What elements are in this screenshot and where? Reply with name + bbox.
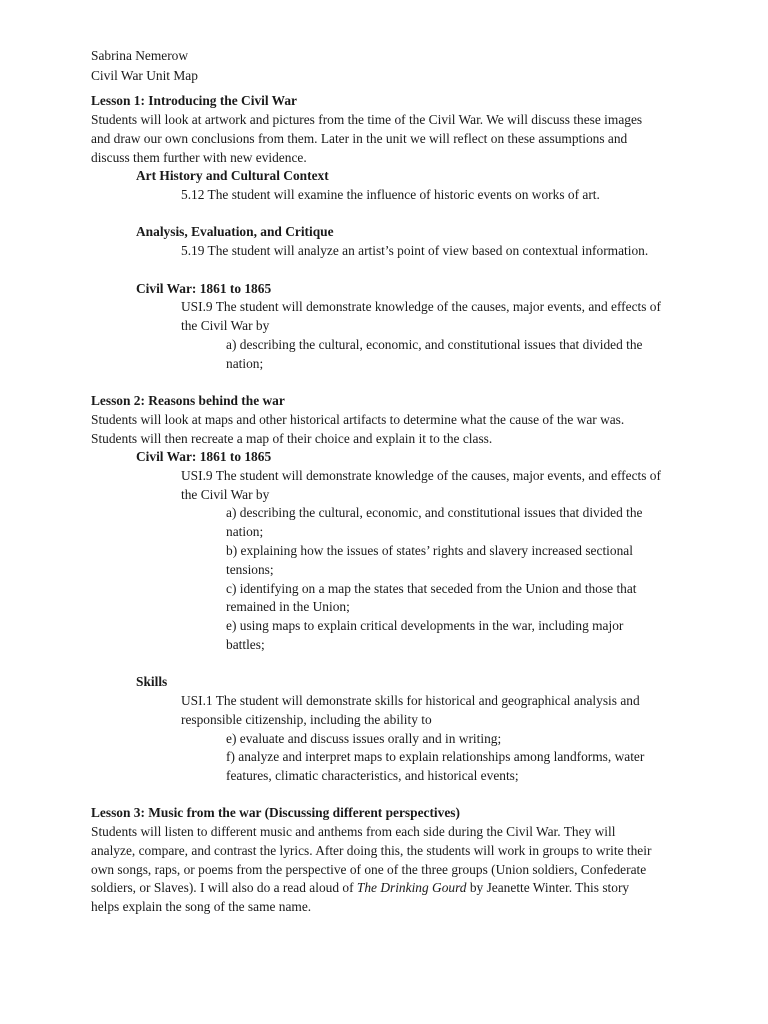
lesson-2-description-line: Students will then recreate a map of their choice and explain it to the class. [91, 431, 493, 446]
standard-heading-analysis: Analysis, Evaluation, and Critique [136, 224, 334, 239]
document-title: Civil War Unit Map [91, 68, 198, 83]
lesson-3-description-line: own songs, raps, or poems from the perspective of one of the three groups (Union soldiers, Confederate [91, 862, 647, 877]
substandard-e-line: e) using maps to explain critical developments in the war, including major [226, 618, 624, 633]
lesson-3-heading: Lesson 3: Music from the war (Discussing different perspectives) [91, 805, 460, 820]
standard-usi9-line: USI.9 The student will demonstrate knowledge of the causes, major events, and effects of [181, 468, 661, 483]
lesson-3-description-line [91, 879, 629, 897]
lesson-1-description-line: discuss them further with new evidence. [91, 150, 307, 165]
substandard-b-line: b) explaining how the issues of states’ rights and slavery increased sectional [226, 543, 633, 558]
substandard-f-line: f) analyze and interpret maps to explain relationships among landforms, water [226, 749, 645, 764]
lesson-2-heading: Lesson 2: Reasons behind the war [91, 393, 285, 408]
lesson-3-description-line: helps explain the song of the same name. [91, 899, 312, 914]
standard-heading-civil-war: Civil War: 1861 to 1865 [136, 449, 272, 464]
lesson-3-text: by Jeanette Winter. This story [466, 880, 630, 895]
substandard-e-line: battles; [226, 637, 265, 652]
substandard-a-line: nation; [226, 356, 264, 371]
standard-usi1-line: responsible citizenship, including the ability to [181, 712, 432, 727]
standard-heading-art-history: Art History and Cultural Context [136, 168, 329, 183]
lesson-3-description-line: analyze, compare, and contrast the lyrics. After doing this, the students will work in groups to write their [91, 843, 652, 858]
substandard-c-line: c) identifying on a map the states that seceded from the Union and those that [226, 581, 637, 596]
substandard-a-line: nation; [226, 524, 264, 539]
lesson-2-description-line: Students will look at maps and other historical artifacts to determine what the cause of the war was. [91, 412, 625, 427]
lesson-1-heading: Lesson 1: Introducing the Civil War [91, 93, 297, 108]
standard-usi9-line: USI.9 The student will demonstrate knowledge of the causes, major events, and effects of [181, 299, 661, 314]
lesson-3-description-line: Students will listen to different music and anthems from each side during the Civil War. They will [91, 824, 616, 839]
standard-usi1-line: USI.1 The student will demonstrate skills for historical and geographical analysis and [181, 693, 640, 708]
standard-usi9-line: the Civil War by [181, 487, 270, 502]
lesson-1-description-line: Students will look at artwork and pictures from the time of the Civil War. We will discuss these images [91, 112, 643, 127]
substandard-e-line: e) evaluate and discuss issues orally and in writing; [226, 731, 502, 746]
substandard-a-line: a) describing the cultural, economic, and constitutional issues that divided the [226, 505, 643, 520]
standard-heading-skills: Skills [136, 674, 168, 689]
book-title: The Drinking Gourd [356, 880, 467, 895]
substandard-f-line: features, climatic characteristics, and historical events; [226, 768, 519, 783]
substandard-b-line: tensions; [226, 562, 274, 577]
standard-heading-civil-war: Civil War: 1861 to 1865 [136, 281, 272, 296]
standard-5-12: 5.12 The student will examine the influence of historic events on works of art. [181, 187, 600, 202]
standard-usi9-line: the Civil War by [181, 318, 270, 333]
lesson-3-text: soldiers, or Slaves). I will also do a read aloud of [91, 880, 357, 895]
substandard-a-line: a) describing the cultural, economic, and constitutional issues that divided the [226, 337, 643, 352]
standard-5-19: 5.19 The student will analyze an artist’s point of view based on contextual information. [181, 243, 649, 258]
lesson-1-description-line: and draw our own conclusions from them. Later in the unit we will reflect on these assumptions and [91, 131, 628, 146]
author-name: Sabrina Nemerow [91, 48, 189, 63]
substandard-c-line: remained in the Union; [226, 599, 350, 614]
